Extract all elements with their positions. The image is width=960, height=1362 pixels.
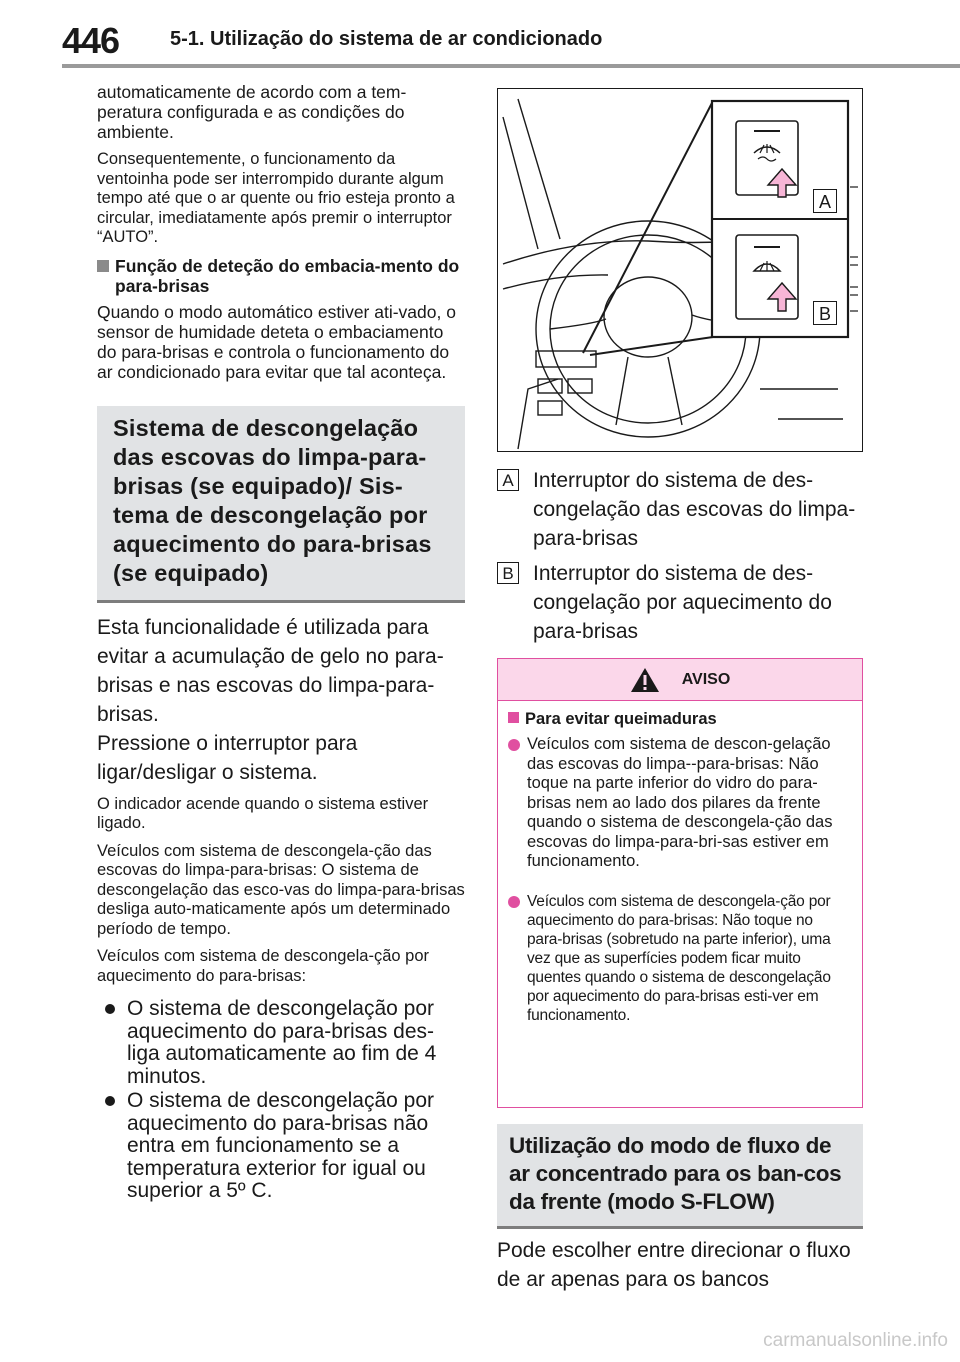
subhead-fog-detection (97, 256, 465, 296)
watermark-text: carmanualsonline.info (763, 1330, 948, 1351)
legend-item-a (497, 466, 863, 553)
section-heading-defroster (97, 406, 465, 603)
page-number: 446 (62, 20, 120, 61)
warning-item-text: Veículos com sistema de descon-gelação das escovas do limpa--para-brisas: Não toque na parte inferior do vidro do para-brisas nem ao lado dos pilares da frente quando o sistema de descongela-ção das escovas do limpa-para-bri-sas estiver em funcionamento. (527, 735, 833, 870)
left-column (97, 82, 465, 1203)
warning-item-text: Veículos com sistema de descongela-ção por aquecimento do para-brisas: Não toque no para-brisas (sobretudo na parte inferior), uma vez que as superfícies podem ficar muito quentes quando o sistema de descongelação por aquecimento do para-brisas esti-ver em funcionamento. (527, 892, 831, 1024)
steering-wheel-drawing (498, 89, 861, 450)
warning-box (497, 658, 863, 1108)
list-item-text: O sistema de descongelação por aquecimento do para-brisas des-liga automaticamente ao fim de 4 minutos. (127, 997, 437, 1088)
paragraph-fan: Consequentemente, o funcionamento da ventoinha pode ser interrompido durante algum tempo até que o ar quente ou frio esteja pronto a circular, imediatamente após premir o interruptor “AUTO”. (97, 150, 455, 246)
square-bullet-icon (97, 260, 109, 272)
paragraph-wiper-deicer: Veículos com sistema de descongela-ção das escovas do limpa-para-brisas: O sistema de descongelação das esco-vas do limpa-para-brisas desliga auto-maticamente após um determinado período de tempo. (97, 841, 465, 938)
bullet-dot-icon (105, 1004, 115, 1014)
paragraph-press-switch: Pressione o interruptor para ligar/desligar o sistema. (97, 731, 358, 784)
paragraph-purpose: Esta funcionalidade é utilizada para evitar a acumulação de gelo no para-brisas e nas escovas do limpa-para-brisas. (97, 615, 444, 726)
warning-body (498, 701, 862, 1025)
warning-title: AVISO (681, 670, 731, 688)
warning-triangle-icon (630, 667, 660, 693)
warning-item (508, 735, 852, 872)
paragraph-humidity: Quando o modo automático estiver ati-vado, o sensor de humidade deteta o embaciamento do para-brisas e controla o funcionamento do ar condicionado para evitar que tal aconteça. (97, 301, 456, 382)
bullet-dot-icon (105, 1096, 115, 1106)
header-divider (62, 64, 960, 68)
callout-label-b: B (813, 301, 837, 325)
subhead-label: Função de deteção do embacia-mento do para-brisas (115, 255, 460, 296)
warning-subhead (508, 709, 852, 729)
legend-text-b: Interruptor do sistema de des-congelação por aquecimento do para-brisas (533, 562, 832, 643)
paragraph-sflow: Pode escolher entre direcionar o fluxo de ar apenas para os bancos (497, 1239, 851, 1291)
list-item (97, 1090, 465, 1203)
warning-subhead-text: Para evitar queimaduras (525, 710, 717, 728)
legend-text-a: Interruptor do sistema de des-congelação das escovas do limpa-para-brisas (533, 469, 856, 550)
section-heading-sflow (497, 1124, 863, 1229)
dashboard-illustration (497, 88, 863, 452)
warning-item (508, 892, 852, 1025)
square-bullet-icon (508, 712, 519, 723)
paragraph-auto: automaticamente de acordo com a tem-peratura configurada e as condições do ambiente. (97, 82, 407, 142)
legend-key-b: B (497, 562, 519, 584)
page-header (0, 0, 960, 66)
list-item-text: O sistema de descongelação por aquecimento do para-brisas não entra em funcionamento se a temperatura exterior for igual ou superior a 5º C. (127, 1089, 435, 1202)
legend-key-a: A (497, 469, 519, 491)
legend-item-b (497, 559, 863, 646)
bullet-dot-icon (508, 739, 520, 751)
callout-label-a: A (813, 189, 837, 213)
section-heading-text: Utilização do modo de fluxo de ar concentrado para os ban-cos da frente (modo S-FLOW) (509, 1133, 842, 1214)
paragraph-indicator: O indicador acende quando o sistema estiver ligado. (97, 794, 429, 832)
list-item (97, 998, 465, 1088)
section-title: 5-1. Utilização do sistema de ar condicionado (170, 28, 603, 50)
section-heading-text: Sistema de descongelação das escovas do limpa-para-brisas (se equipado)/ Sis-tema de descongelação por aquecimento do para-brisas (se equipado) (113, 414, 432, 586)
bullet-dot-icon (508, 896, 520, 908)
paragraph-windshield-deicer: Veículos com sistema de descongela-ção por aquecimento do para-brisas: (97, 947, 430, 985)
warning-header (498, 659, 862, 701)
